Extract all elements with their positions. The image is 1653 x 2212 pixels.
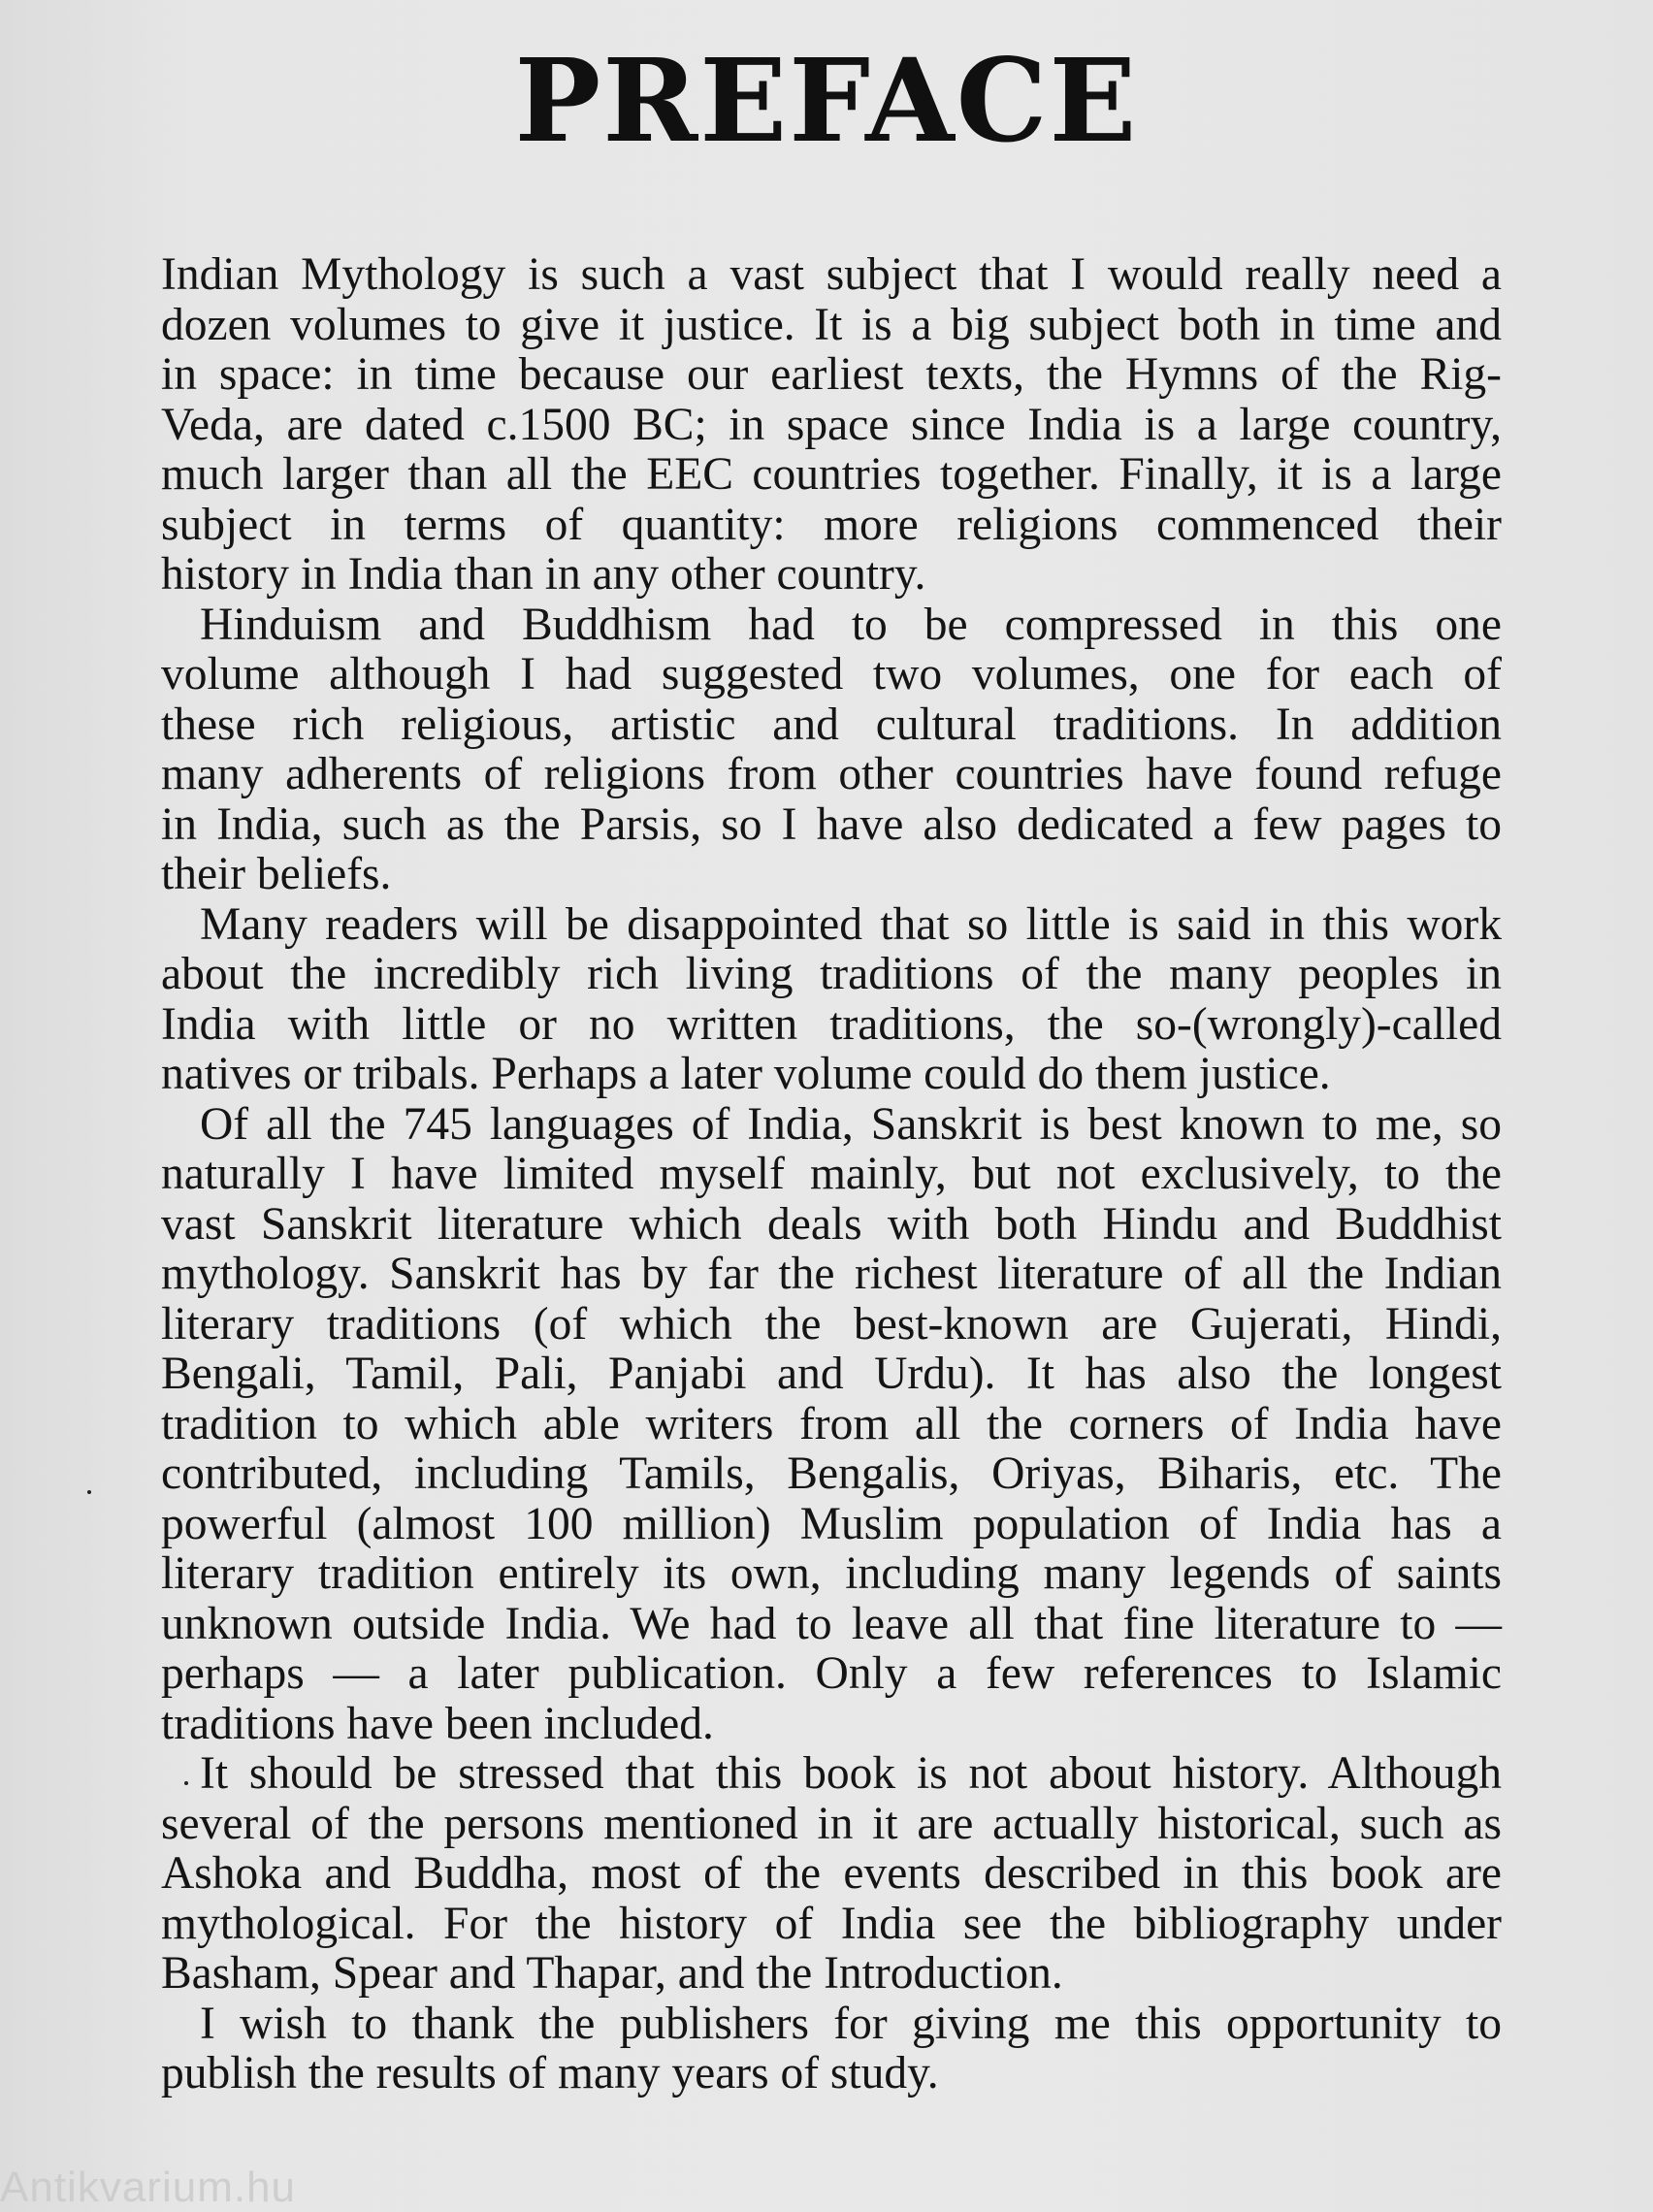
text-line: Hinduism and Buddhism had to be compressed in this one	[200, 599, 1502, 650]
text-line: Of all the 745 languages of India, Sanskrit is best known to me, so	[200, 1098, 1502, 1150]
text-line: these rich religious, artistic and cultural traditions. In addition	[161, 699, 1502, 750]
text-line: much larger than all the EEC countries together. Finally, it is a large	[161, 449, 1502, 500]
text-line: Indian Mythology is such a vast subject that I would really need a	[161, 249, 1502, 300]
text-line: It should be stressed that this book is not about history. Although	[200, 1748, 1502, 1799]
text-line: naturally I have limited myself mainly, but not exclusively, to the	[161, 1149, 1502, 1199]
text-line: literary traditions (of which the best-known are Gujerati, Hindi,	[161, 1298, 1502, 1350]
text-line: Basham, Spear and Thapar, and the Introduction.	[161, 1948, 1063, 1999]
text-line: their beliefs.	[161, 849, 392, 899]
text-line: several of the persons mentioned in it are actually historical, such as	[161, 1798, 1502, 1849]
text-line: Ashoka and Buddha, most of the events described in this book are	[161, 1848, 1502, 1899]
text-line: many adherents of religions from other countries have found refuge	[161, 749, 1502, 799]
text-line: mythology. Sanskrit has by far the richest literature of all the Indian	[161, 1249, 1502, 1299]
page-title: PREFACE	[514, 33, 1139, 168]
text-line: vast Sanskrit literature which deals with both Hindu and Buddhist	[161, 1198, 1502, 1250]
text-line: unknown outside India. We had to leave all that fine literature to —	[161, 1598, 1502, 1649]
text-line: in India, such as the Parsis, so I have also dedicated a few pages to	[161, 798, 1502, 850]
text-line: Veda, are dated c.1500 BC; in space since India is a large country,	[161, 399, 1502, 450]
text-line: contributed, including Tamils, Bengalis, Oriyas, Biharis, etc. The	[161, 1448, 1502, 1499]
paragraph-5	[161, 1749, 1502, 2000]
text-line: natives or tribals. Perhaps a later volume could do them justice.	[161, 1049, 1331, 1099]
text-line: Bengali, Tamil, Pali, Panjabi and Urdu). It has also the longest	[161, 1349, 1502, 1399]
paper-speck	[87, 1490, 91, 1494]
paragraph-2	[161, 601, 1502, 900]
paragraph-6	[161, 2000, 1502, 2099]
text-line: powerful (almost 100 million) Muslim population of India has a	[161, 1498, 1502, 1549]
watermark: Antikvarium.hu	[0, 2163, 297, 2211]
paragraph-3	[161, 900, 1502, 1100]
text-line: India with little or no written traditions, the so-(wrongly)-called	[161, 998, 1502, 1050]
text-line: in space: in time because our earliest texts, the Hymns of the Rig-	[161, 349, 1502, 400]
text-line: mythological. For the history of India see the bibliography under	[161, 1898, 1502, 1949]
preface-body	[161, 250, 1502, 2099]
text-line: subject in terms of quantity: more religions commenced their	[161, 499, 1502, 550]
text-line: volume although I had suggested two volumes, one for each of	[161, 649, 1502, 699]
text-line: traditions have been included.	[161, 1698, 714, 1749]
text-line: Many readers will be disappointed that so little is said in this work	[200, 898, 1502, 950]
paper-speck	[184, 1781, 188, 1785]
text-line: tradition to which able writers from all the corners of India have	[161, 1398, 1502, 1449]
text-line: I wish to thank the publishers for giving me this opportunity to	[200, 1998, 1502, 2049]
text-line: history in India than in any other country.	[161, 549, 926, 600]
text-line: about the incredibly rich living traditions of the many peoples in	[161, 949, 1502, 999]
paragraph-1	[161, 250, 1502, 601]
text-line: literary tradition entirely its own, including many legends of saints	[161, 1548, 1502, 1599]
text-line: dozen volumes to give it justice. It is a big subject both in time and	[161, 299, 1502, 350]
text-line: perhaps — a later publication. Only a few references to Islamic	[161, 1648, 1502, 1699]
paragraph-4	[161, 1100, 1502, 1750]
text-line: publish the results of many years of study.	[161, 2048, 939, 2098]
